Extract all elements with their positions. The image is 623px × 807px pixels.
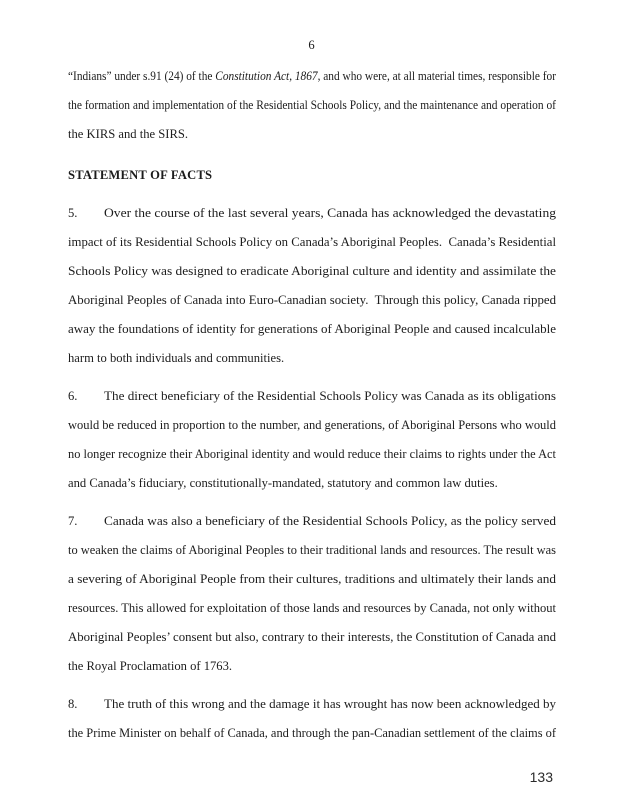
text-line — [68, 286, 556, 315]
text-line — [68, 91, 556, 120]
text-line — [68, 536, 556, 565]
text-line — [68, 120, 556, 149]
numbered-paragraph — [68, 382, 556, 498]
paragraph-number: 7. — [68, 514, 78, 528]
page-header-number: 6 — [308, 38, 315, 52]
line-text — [68, 469, 498, 498]
text-line — [68, 690, 556, 719]
text-line — [68, 257, 556, 286]
text-line — [68, 594, 556, 623]
text-line — [68, 228, 556, 257]
paragraph-number: 5. — [68, 206, 78, 220]
text-run: The direct beneficiary of the Residential Schools Policy was Canada as its obligations — [104, 389, 556, 403]
text-line — [68, 440, 556, 469]
text-run: Schools Policy was designed to eradicate Aboriginal culture and identity and assimilate the — [68, 264, 556, 278]
text-run: Aboriginal Peoples’ consent but also, contrary to their interests, the Constitution of Canada and — [68, 630, 556, 644]
text-run: Aboriginal Peoples of Canada into Euro-Canadian society. Through this policy, Canada ripped — [68, 293, 556, 307]
line-text — [68, 62, 556, 91]
line-text — [104, 382, 556, 411]
continuation-paragraph — [68, 62, 556, 149]
text-line — [68, 652, 556, 681]
text-run: and Canada’s fiduciary, constitutionally-mandated, statutory and common law duties. — [68, 476, 498, 490]
line-text — [68, 91, 556, 120]
line-text — [68, 344, 284, 373]
text-run: a severing of Aboriginal People from their cultures, traditions and ultimately their lands and — [68, 572, 556, 586]
text-line — [68, 62, 556, 91]
page-footer-number: 133 — [529, 769, 553, 785]
text-run: “Indians” under s.91 (24) of the — [68, 69, 216, 83]
text-line — [68, 565, 556, 594]
text-line — [68, 507, 556, 536]
text-line — [68, 719, 556, 748]
text-line — [68, 411, 556, 440]
line-text — [68, 719, 556, 748]
text-run: , and who were, at all material times, responsible for — [317, 69, 556, 83]
text-line — [68, 315, 556, 344]
text-run: away the foundations of identity for generations of Aboriginal People and caused incalculable — [68, 322, 556, 336]
numbered-paragraphs — [68, 199, 556, 748]
numbered-paragraph — [68, 690, 556, 748]
line-text — [68, 594, 556, 623]
text-line — [68, 382, 556, 411]
line-text — [68, 536, 556, 565]
text-line — [68, 344, 556, 373]
italic-citation: Constitution Act, 1867 — [215, 69, 318, 83]
paragraph-number: 6. — [68, 389, 78, 403]
text-run: the KIRS and the SIRS. — [68, 127, 188, 141]
numbered-paragraph — [68, 507, 556, 681]
text-run: Canada was also a beneficiary of the Residential Schools Policy, as the policy served — [104, 514, 556, 528]
text-line — [68, 623, 556, 652]
text-run: the formation and implementation of the Residential Schools Policy, and the maintenance and operation of — [68, 98, 556, 112]
text-run: would be reduced in proportion to the number, and generations, of Aboriginal Persons who would — [68, 418, 556, 432]
text-run: harm to both individuals and communities. — [68, 351, 285, 365]
section-heading: STATEMENT OF FACTS — [68, 168, 213, 182]
paragraph-number: 8. — [68, 697, 78, 711]
line-text — [68, 623, 556, 652]
text-line — [68, 199, 556, 228]
text-run: resources. This allowed for exploitation of those lands and resources by Canada, not only without — [68, 601, 556, 615]
text-run: no longer recognize their Aboriginal identity and would reduce their claims to rights under the Act — [68, 447, 556, 461]
document-body — [68, 62, 556, 748]
numbered-paragraph — [68, 199, 556, 373]
line-text — [104, 507, 556, 536]
text-run: impact of its Residential Schools Policy on Canada’s Aboriginal Peoples. Canada’s Residential — [68, 235, 556, 249]
line-text — [104, 690, 556, 719]
text-run: the Prime Minister on behalf of Canada, and through the pan-Canadian settlement of the claims of — [68, 726, 556, 740]
text-run: Over the course of the last several years, Canada has acknowledged the devastating — [104, 206, 556, 220]
line-text — [68, 411, 556, 440]
line-text — [68, 565, 556, 594]
text-run: to weaken the claims of Aboriginal Peoples to their traditional lands and resources. The result was — [68, 543, 556, 557]
line-text — [104, 199, 556, 228]
line-text — [68, 315, 556, 344]
line-text — [68, 286, 556, 315]
text-line — [68, 469, 556, 498]
line-text — [68, 652, 232, 681]
line-text — [68, 257, 556, 286]
text-run: the Royal Proclamation of 1763. — [68, 659, 233, 673]
text-run: The truth of this wrong and the damage it has wrought has now been acknowledged by — [104, 697, 556, 711]
line-text — [68, 228, 556, 257]
line-text — [68, 440, 556, 469]
line-text — [68, 120, 188, 149]
